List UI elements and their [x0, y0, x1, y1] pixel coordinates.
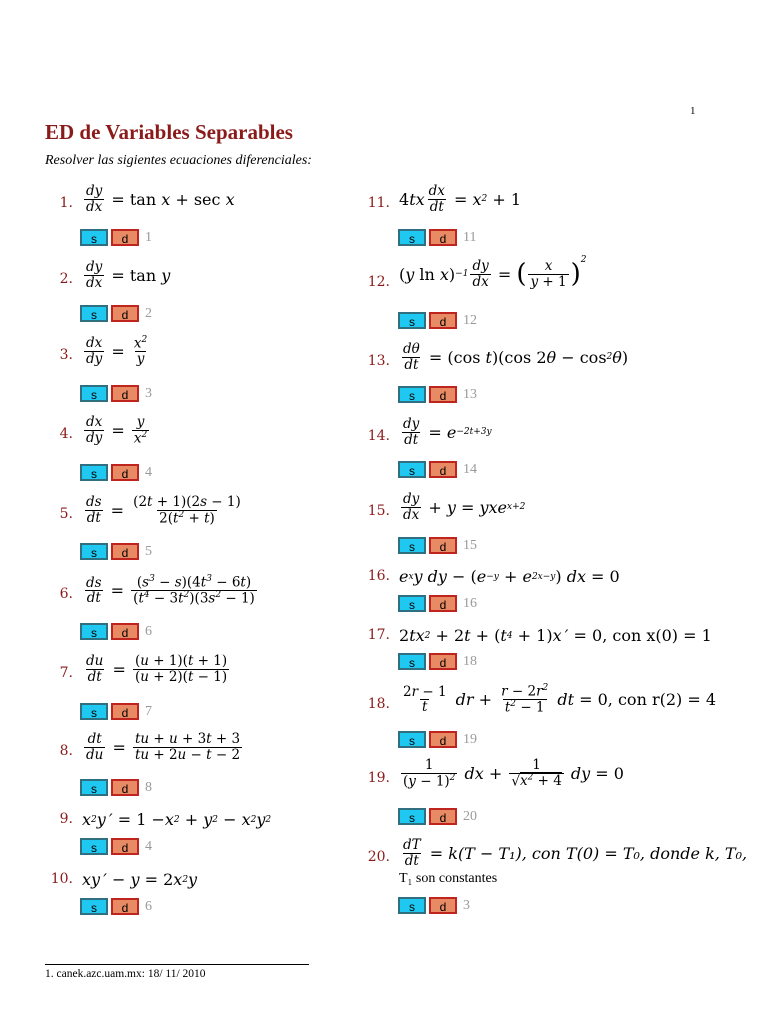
problem-number: 15.	[367, 503, 390, 519]
problem-links-12	[398, 312, 477, 329]
equation-11: 4 tx $\frac{dx}{dt}$ = x 2 + 1	[399, 183, 522, 215]
reference-number[interactable]: 5	[145, 543, 152, 559]
reference-number[interactable]: 19	[463, 731, 477, 747]
page-number: 1	[690, 105, 696, 117]
equation-16: e x y dy − ( e −y + e 2x−y ) dx = 0	[399, 567, 620, 586]
problem-links-19	[398, 808, 477, 825]
detail-button[interactable]: d	[429, 731, 457, 748]
detail-button[interactable]: d	[429, 537, 457, 554]
initial-condition: , con r(2) = 4	[607, 690, 717, 710]
solution-button[interactable]: s	[398, 897, 426, 914]
reference-number[interactable]: 12	[463, 312, 477, 328]
equation-9: x 2 y ′ = 1 − x 2 + y 2 − x 2 y 2	[82, 810, 272, 829]
problem-number: 7.	[59, 665, 73, 681]
solution-button[interactable]: s	[398, 731, 426, 748]
equation-20: $\frac{dT}{dt}$ = k(T − T₁), con T(0) = T₀, donde k, T₀,	[403, 837, 748, 869]
problem-number: 16.	[367, 568, 390, 584]
reference-number[interactable]: 3	[145, 385, 152, 401]
footnote-rule	[45, 964, 309, 965]
detail-button[interactable]: d	[111, 703, 139, 720]
reference-number[interactable]: 7	[145, 703, 152, 719]
problem-links-9	[80, 838, 152, 855]
problem-links-18	[398, 731, 477, 748]
problem-number: 13.	[367, 353, 390, 369]
equation-12: ( y ln x ) −1 $\frac{dy}{dx}$ = ( $\frac{x}{y + 1}$ ) $^2$	[399, 255, 587, 290]
detail-button[interactable]: d	[429, 461, 457, 478]
problem-number: 4.	[59, 426, 73, 442]
detail-button[interactable]: d	[111, 229, 139, 246]
equation-14: $\frac{dy}{dt}$ = e −2t+3y	[403, 416, 492, 448]
detail-button[interactable]: d	[111, 779, 139, 796]
equation-20-text: = k(T − T₁), con T(0) = T₀, donde k, T₀,	[429, 843, 748, 863]
solution-button[interactable]: s	[398, 653, 426, 670]
problem-number: 18.	[367, 696, 390, 712]
reference-number[interactable]: 3	[463, 897, 470, 913]
problem-links-2	[80, 305, 152, 322]
problem-links-14	[398, 461, 477, 478]
problem-links-3	[80, 385, 152, 402]
problem-number: 11.	[367, 195, 390, 211]
subtitle: Resolver las sigientes ecuaciones diferenciales:	[45, 153, 312, 168]
reference-number[interactable]: 2	[145, 305, 152, 321]
problem-links-1	[80, 229, 152, 246]
solution-button[interactable]: s	[80, 898, 108, 915]
solution-button[interactable]: s	[398, 386, 426, 403]
problem-links-8	[80, 779, 152, 796]
problem-links-13	[398, 386, 477, 403]
detail-button[interactable]: d	[429, 312, 457, 329]
page-title: ED de Variables Separables	[45, 120, 293, 144]
problem-links-7	[80, 703, 152, 720]
reference-number[interactable]: 11	[463, 229, 477, 245]
problem-links-6	[80, 623, 152, 640]
footnote: 1. canek.azc.uam.mx: 18/ 11/ 2010	[45, 968, 206, 980]
equation-17: 2 tx 2 + 2 t + ( t 4 + 1) x ′ = 0 , con x(0) = 1	[399, 626, 712, 645]
initial-condition: , con x(0) = 1	[602, 626, 712, 645]
solution-button[interactable]: s	[80, 305, 108, 322]
reference-number[interactable]: 6	[145, 623, 152, 639]
solution-button[interactable]: s	[80, 464, 108, 481]
problem-links-16	[398, 595, 477, 612]
detail-button[interactable]: d	[111, 464, 139, 481]
detail-button[interactable]: d	[111, 305, 139, 322]
solution-button[interactable]: s	[398, 595, 426, 612]
solution-button[interactable]: s	[80, 703, 108, 720]
problem-number: 19.	[367, 770, 390, 786]
reference-number[interactable]: 20	[463, 808, 477, 824]
problem-number: 17.	[367, 627, 390, 643]
equation-10: xy ′ − y = 2 x 2 y	[82, 870, 198, 889]
solution-button[interactable]: s	[398, 808, 426, 825]
problem-links-10	[80, 898, 152, 915]
equation-1: $\frac{dy}{dx}$ = tan x + sec x	[86, 183, 235, 215]
equation-18: $\frac{2r - 1}{t}$ dr + $\frac{r - 2r^2}{t^2 - 1}$ dt = 0 , con r(2) = 4	[403, 683, 717, 716]
equation-13: $\frac{d\theta}{dt}$ = (cos t )(cos 2 θ − cos 2 θ )	[403, 341, 629, 373]
detail-button[interactable]: d	[429, 595, 457, 612]
equation-8: $\frac{dt}{du}$ = $\frac{tu + u + 3t + 3}{tu + 2u - t - 2}$	[86, 731, 241, 763]
equation-7: $\frac{du}{dt}$ = $\frac{(u + 1)(t + 1)}{(u + 2)(t - 1)}$	[86, 653, 228, 685]
solution-button[interactable]: s	[80, 385, 108, 402]
solution-button[interactable]: s	[398, 312, 426, 329]
problem-number: 6.	[59, 586, 73, 602]
problem-number: 20.	[367, 849, 390, 865]
problem-links-11	[398, 229, 476, 246]
problem-number: 5.	[59, 506, 73, 522]
solution-button[interactable]: s	[80, 229, 108, 246]
reference-number[interactable]: 15	[463, 537, 477, 553]
detail-button[interactable]: d	[111, 898, 139, 915]
equation-5: $\frac{ds}{dt}$ = $\frac{(2t + 1)(2s - 1)}{2(t^2 + t)}$	[86, 494, 241, 527]
solution-button[interactable]: s	[398, 537, 426, 554]
problem-number: 8.	[59, 743, 73, 759]
solution-button[interactable]: s	[80, 623, 108, 640]
problem-links-15	[398, 537, 477, 554]
problem-number: 9.	[59, 811, 73, 827]
problem-links-17	[398, 653, 477, 670]
problem-number: 3.	[59, 347, 73, 363]
equation-2: $\frac{dy}{dx}$ = tan y	[86, 259, 171, 291]
solution-button[interactable]: s	[398, 229, 426, 246]
solution-button[interactable]: s	[80, 779, 108, 796]
detail-button[interactable]: d	[429, 897, 457, 914]
equation-19: $\frac{1}{(y - 1)^2}$ dx + $\frac{1}{√x^2 + 4}$ dy = 0	[403, 757, 624, 790]
reference-number[interactable]: 8	[145, 779, 152, 795]
detail-button[interactable]: d	[429, 808, 457, 825]
problem-number: 14.	[367, 428, 390, 444]
solution-button[interactable]: s	[80, 838, 108, 855]
reference-number[interactable]: 14	[463, 461, 477, 477]
equation-20-line2: T₁ son constantes	[399, 871, 498, 886]
detail-button[interactable]: d	[111, 543, 139, 560]
reference-number[interactable]: 6	[145, 898, 152, 914]
reference-number[interactable]: 4	[145, 838, 152, 854]
solution-button[interactable]: s	[80, 543, 108, 560]
detail-button[interactable]: d	[429, 653, 457, 670]
problem-links-5	[80, 543, 152, 560]
equation-3: $\frac{dx}{dy}$ = $\frac{x^2}{y}$	[86, 335, 148, 368]
problem-number: 2.	[59, 271, 73, 287]
detail-button[interactable]: d	[111, 385, 139, 402]
reference-number[interactable]: 18	[463, 653, 477, 669]
detail-button[interactable]: d	[429, 229, 457, 246]
solution-button[interactable]: s	[398, 461, 426, 478]
equation-4: $\frac{dx}{dy}$ = $\frac{y}{x^2}$	[86, 414, 148, 447]
equation-15: $\frac{dy}{dx}$ + y = yxe x+2	[403, 491, 526, 523]
detail-button[interactable]: d	[111, 838, 139, 855]
reference-number[interactable]: 16	[463, 595, 477, 611]
problem-number: 12.	[367, 274, 390, 290]
reference-number[interactable]: 13	[463, 386, 477, 402]
detail-button[interactable]: d	[429, 386, 457, 403]
reference-number[interactable]: 1	[145, 229, 152, 245]
problem-number: 1.	[59, 195, 73, 211]
equation-6: $\frac{ds}{dt}$ = $\frac{(s^3 - s)(4t^3 - 6t)}{(t^4 - 3t^2)(3s^2 - 1)}$	[86, 574, 255, 607]
reference-number[interactable]: 4	[145, 464, 152, 480]
problem-number: 10.	[50, 871, 73, 887]
problem-links-4	[80, 464, 152, 481]
detail-button[interactable]: d	[111, 623, 139, 640]
problem-links-20	[398, 897, 470, 914]
